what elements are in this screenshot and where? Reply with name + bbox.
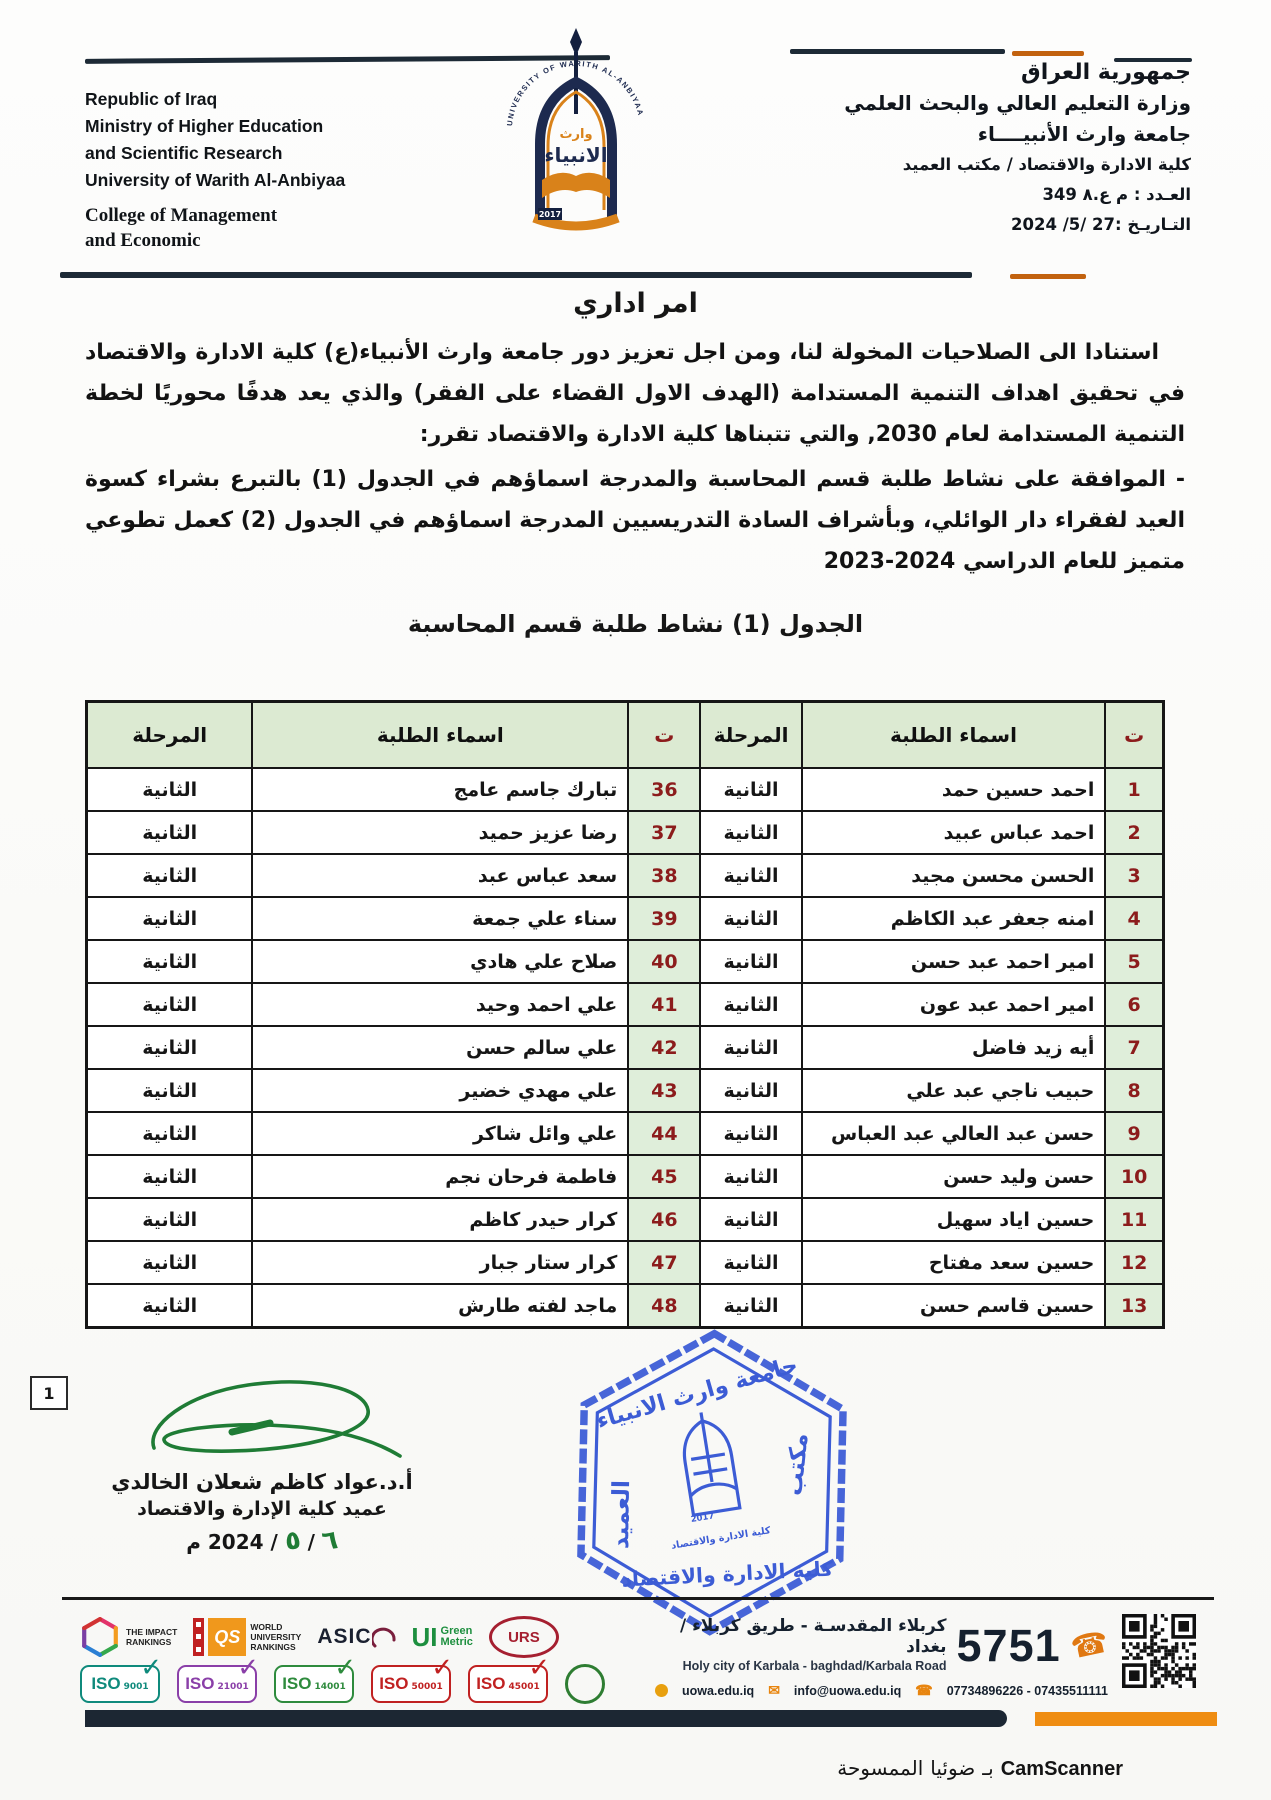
cell-student-name: أيه زيد فاضل: [802, 1026, 1106, 1069]
logo-year: 2017: [538, 210, 562, 219]
cell-stage: الثانية: [700, 1241, 801, 1284]
body-paragraph-2: - الموافقة على نشاط طلبة قسم المحاسبة والمدرجة اسماؤهم في الجدول (1) بالتبرع بشراء كسوة العيد لفقراء دار الوائلي، وبأشراف السادة التدريسيين المدرجة اسماؤهم في الجدول (2) كعمل تطوعي متميز للعام الدراسي 2024-2023: [85, 467, 1185, 574]
iso-badge: ISO 21001 ✓: [177, 1665, 257, 1703]
email-link[interactable]: info@uowa.edu.iq: [793, 1683, 902, 1698]
cell-student-name: تبارك جاسم عامج: [252, 768, 628, 811]
cell-student-name: امير احمد عبد عون: [802, 983, 1106, 1026]
cell-stage: الثانية: [700, 897, 801, 940]
pen-nib-icon: [570, 28, 582, 56]
table-title: الجدول (1) نشاط طلبة قسم المحاسبة: [407, 610, 864, 638]
cell-index: 10: [1105, 1155, 1163, 1198]
svg-text:كلية الادارة والاقتصاد: كلية الادارة والاقتصاد: [670, 1525, 772, 1552]
university-logo: [478, 22, 674, 234]
header-en-line: University of Warith Al-Anbiyaa: [85, 170, 346, 190]
address-block: [648, 1616, 947, 1675]
cell-stage: الثانية: [700, 1198, 801, 1241]
cell-student-name: احمد حسين حمد: [802, 768, 1106, 811]
impact-rankings-logo: THE IMPACT RANKINGS: [80, 1617, 177, 1657]
cell-stage: الثانية: [700, 1026, 801, 1069]
impact-hexagon-icon: [80, 1617, 120, 1657]
cell-student-name: ماجد لفته طارش: [252, 1284, 628, 1328]
svg-text:مكتب: مكتب: [779, 1431, 814, 1497]
cell-stage: الثانية: [87, 1284, 253, 1328]
col-header-index: ت: [628, 702, 700, 769]
cell-stage: الثانية: [700, 811, 801, 854]
cell-stage: الثانية: [87, 983, 253, 1026]
signature-block: [92, 1368, 432, 1556]
camscanner-brand: CamScanner: [1000, 1758, 1123, 1780]
cell-index: 11: [1105, 1198, 1163, 1241]
header-college: College of Management and Economic: [85, 205, 278, 251]
table-row: [87, 768, 1164, 811]
cell-index: 2: [1105, 811, 1163, 854]
phone-numbers: 07734896226 - 07435511111: [946, 1683, 1108, 1698]
cell-student-name: حبيب ناجي عبد علي: [802, 1069, 1106, 1112]
cell-stage: الثانية: [700, 1069, 801, 1112]
cell-stage: الثانية: [87, 768, 253, 811]
contact-links-row: [648, 1682, 1108, 1699]
phone-icon: ☎: [915, 1682, 933, 1698]
header-english: [85, 86, 345, 253]
cell-student-name: احمد عباس عبيد: [802, 811, 1106, 854]
cell-index: 41: [628, 983, 700, 1026]
col-header-stage: المرحلة: [700, 702, 801, 769]
col-header-index: ت: [1105, 702, 1163, 769]
cell-student-name: علي سالم حسن: [252, 1026, 628, 1069]
signer-name: أ.د.عواد كاظم شعلان الخالدي: [111, 1470, 413, 1494]
cell-student-name: علي وائل شاكر: [252, 1112, 628, 1155]
table-row: [87, 1284, 1164, 1328]
iso-badge: ISO 14001 ✓: [274, 1665, 354, 1703]
handwritten-day: ٦: [320, 1525, 340, 1557]
cell-student-name: حسين اياد سهيل: [802, 1198, 1106, 1241]
cell-stage: الثانية: [700, 768, 801, 811]
cell-stage: الثانية: [87, 1241, 253, 1284]
address-english: Holy city of Karbala - baghdad/Karbala Road: [682, 1659, 947, 1673]
students-table: [85, 700, 1165, 1329]
iso-badge: ISO 9001 ✓: [80, 1665, 160, 1703]
website-link[interactable]: uowa.edu.iq: [681, 1683, 755, 1698]
table-row: [87, 983, 1164, 1026]
header-en-line: and Scientific Research: [85, 143, 283, 163]
col-header-stage: المرحلة: [87, 702, 253, 769]
signature-date: ٦ / ٥ / 2024 م: [186, 1525, 340, 1557]
document-number: العـدد : م ع.٨ 349: [1042, 185, 1191, 204]
header-rule-orange: [1012, 51, 1084, 56]
cell-index: 9: [1105, 1112, 1163, 1155]
students-table-body: [87, 768, 1164, 1328]
table-row: [87, 854, 1164, 897]
table-header-row: [87, 702, 1164, 769]
header-ar-ministry: وزارة التعليم العالي والبحث العلمي: [844, 91, 1191, 115]
iso-badge: ISO 45001 ✓: [468, 1665, 548, 1703]
cell-index: 7: [1105, 1026, 1163, 1069]
footer-divider: [62, 1597, 1214, 1600]
signer-role: عميد كلية الإدارة والاقتصاد: [137, 1498, 387, 1520]
handwritten-month: ٥: [283, 1525, 303, 1557]
cell-student-name: حسين قاسم حسن: [802, 1284, 1106, 1328]
header-arabic: [761, 58, 1191, 240]
iso-badge: ISO 50001 ✓: [371, 1665, 451, 1703]
svg-text:UNIVERSITY OF WARITH AL-ANBIYA: UNIVERSITY OF WARITH AL-ANBIYAA: [505, 58, 646, 127]
cell-stage: الثانية: [700, 854, 801, 897]
cell-stage: الثانية: [87, 1155, 253, 1198]
header-divider: [60, 272, 972, 278]
cell-student-name: حسن وليد حسن: [802, 1155, 1106, 1198]
logo-arabic-main: الانبياء: [544, 143, 608, 167]
cell-stage: الثانية: [87, 1198, 253, 1241]
cell-index: 13: [1105, 1284, 1163, 1328]
cell-stage: الثانية: [700, 983, 801, 1026]
address-arabic: كربلاء المقدسـة - طريق كربلاء / بغداد: [679, 1616, 947, 1657]
cell-student-name: حسن عبد العالي عبد العباس: [802, 1112, 1106, 1155]
page-number-box: 1: [30, 1376, 68, 1410]
cell-index: 5: [1105, 940, 1163, 983]
cell-stage: الثانية: [87, 1026, 253, 1069]
table-row: [87, 1198, 1164, 1241]
cell-student-name: رضا عزيز حميد: [252, 811, 628, 854]
table-row: [87, 897, 1164, 940]
ui-greenmetric-logo: UI Green Metric: [411, 1621, 473, 1652]
table-row: [87, 940, 1164, 983]
cell-student-name: صلاح علي هادي: [252, 940, 628, 983]
cell-stage: الثانية: [87, 811, 253, 854]
cell-stage: الثانية: [700, 1112, 801, 1155]
cell-student-name: سعد عباس عبد: [252, 854, 628, 897]
cell-stage: الثانية: [700, 1284, 801, 1328]
header-ar-university: جامعة وارث الأنبيــــاء: [977, 122, 1191, 146]
svg-text:جامعة وارث الانبياء: جامعة وارث الانبياء: [593, 1351, 801, 1435]
header-ar-country: جمهورية العراق: [1021, 60, 1191, 85]
cell-index: 38: [628, 854, 700, 897]
round-emblem-badge: [565, 1664, 605, 1704]
document-body: [85, 332, 1185, 586]
cell-index: 42: [628, 1026, 700, 1069]
cell-student-name: سناء علي جمعة: [252, 897, 628, 940]
svg-text:2017: 2017: [690, 1511, 716, 1525]
cell-index: 4: [1105, 897, 1163, 940]
email-icon: ✉: [768, 1682, 780, 1698]
iso-badges-row: [80, 1653, 605, 1704]
camscanner-watermark: الممسوحة ضوئيا بـ CamScanner: [837, 1756, 1123, 1780]
table-row: [87, 1026, 1164, 1069]
table-row: [87, 1155, 1164, 1198]
table-row: [87, 1069, 1164, 1112]
cell-index: 1: [1105, 768, 1163, 811]
cell-stage: الثانية: [700, 1155, 801, 1198]
cell-index: 12: [1105, 1241, 1163, 1284]
body-paragraph-1: استنادا الى الصلاحيات المخولة لنا، ومن اجل تعزيز دور جامعة وارث الأنبياء(ع) كلية الادارة والاقتصاد في تحقيق اهداف التنمية المستدامة (الهدف الاول القضاء على الفقر) والذي يعد هدفًا محوريًا لخطة التنمية المستدامة لعام 2030, والتي تتبناها كلية الادارة والاقتصاد تقرر:: [85, 340, 1185, 447]
logo-arabic-small: وارث: [559, 127, 593, 142]
footer-contact-block: [648, 1616, 1112, 1699]
header-ar-college: كلية الادارة والاقتصاد / مكتب العميد: [902, 155, 1191, 174]
cell-index: 43: [628, 1069, 700, 1112]
qr-code: [1122, 1614, 1196, 1688]
signature-icon: [102, 1368, 422, 1472]
cell-index: 48: [628, 1284, 700, 1328]
document-date: التـاريـخ :27 /5/ 2024: [1011, 215, 1191, 234]
phone-handset-icon: ☎: [1067, 1624, 1112, 1667]
cell-stage: الثانية: [87, 940, 253, 983]
cell-student-name: كرار حيدر كاظم: [252, 1198, 628, 1241]
cell-index: 40: [628, 940, 700, 983]
urs-logo: URS: [489, 1616, 559, 1658]
cell-index: 8: [1105, 1069, 1163, 1112]
cell-student-name: علي احمد وحيد: [252, 983, 628, 1026]
asic-swoosh-icon: [372, 1624, 396, 1650]
cell-index: 36: [628, 768, 700, 811]
cell-index: 6: [1105, 983, 1163, 1026]
table-row: [87, 1112, 1164, 1155]
dean-office-stamp: [529, 1299, 895, 1665]
po-box-number: 5751: [956, 1619, 1061, 1671]
cell-stage: الثانية: [87, 1112, 253, 1155]
cell-index: 45: [628, 1155, 700, 1198]
cell-index: 3: [1105, 854, 1163, 897]
header-divider-orange: [1010, 274, 1086, 279]
cell-index: 46: [628, 1198, 700, 1241]
qs-strip-icon: [193, 1618, 204, 1656]
open-book-icon: [542, 173, 610, 198]
footer-bar-navy: [85, 1710, 1007, 1727]
qs-badge: QS: [208, 1618, 246, 1656]
cell-student-name: امير احمد عبد حسن: [802, 940, 1106, 983]
footer-bar-orange: [1035, 1712, 1217, 1726]
footer-rankings-row: [80, 1616, 559, 1658]
cell-stage: الثانية: [87, 1069, 253, 1112]
cell-stage: الثانية: [87, 854, 253, 897]
header-rule-right: [790, 49, 1005, 54]
svg-text:العميد: العميد: [606, 1479, 636, 1550]
cell-index: 44: [628, 1112, 700, 1155]
cell-stage: الثانية: [700, 940, 801, 983]
cell-index: 47: [628, 1241, 700, 1284]
asic-logo: ASIC: [317, 1624, 395, 1650]
header-en-line: Republic of Iraq: [85, 89, 218, 109]
header-en-line: Ministry of Higher Education: [85, 116, 324, 136]
globe-icon: [655, 1684, 668, 1697]
cell-student-name: حسين سعد مفتاح: [802, 1241, 1106, 1284]
cell-student-name: فاطمة فرحان نجم: [252, 1155, 628, 1198]
cell-index: 39: [628, 897, 700, 940]
table-row: [87, 811, 1164, 854]
col-header-names: اسماء الطلبة: [252, 702, 628, 769]
date-year: 2024: [207, 1530, 264, 1554]
qs-rankings-logo: QS WORLD UNIVERSITY RANKINGS: [193, 1618, 301, 1656]
col-header-names: اسماء الطلبة: [802, 702, 1106, 769]
svg-text:كلية الادارة والاقتصاد: كلية الادارة والاقتصاد: [620, 1556, 834, 1592]
cell-student-name: كرار ستار جبار: [252, 1241, 628, 1284]
cell-student-name: الحسن محسن مجيد: [802, 854, 1106, 897]
date-era: م: [186, 1530, 201, 1554]
cell-stage: الثانية: [87, 897, 253, 940]
cell-student-name: علي مهدي خضير: [252, 1069, 628, 1112]
cell-student-name: امنه جعفر عبد الكاظم: [802, 897, 1106, 940]
document-title: امر اداري: [573, 288, 698, 319]
table-row: [87, 1241, 1164, 1284]
cell-index: 37: [628, 811, 700, 854]
